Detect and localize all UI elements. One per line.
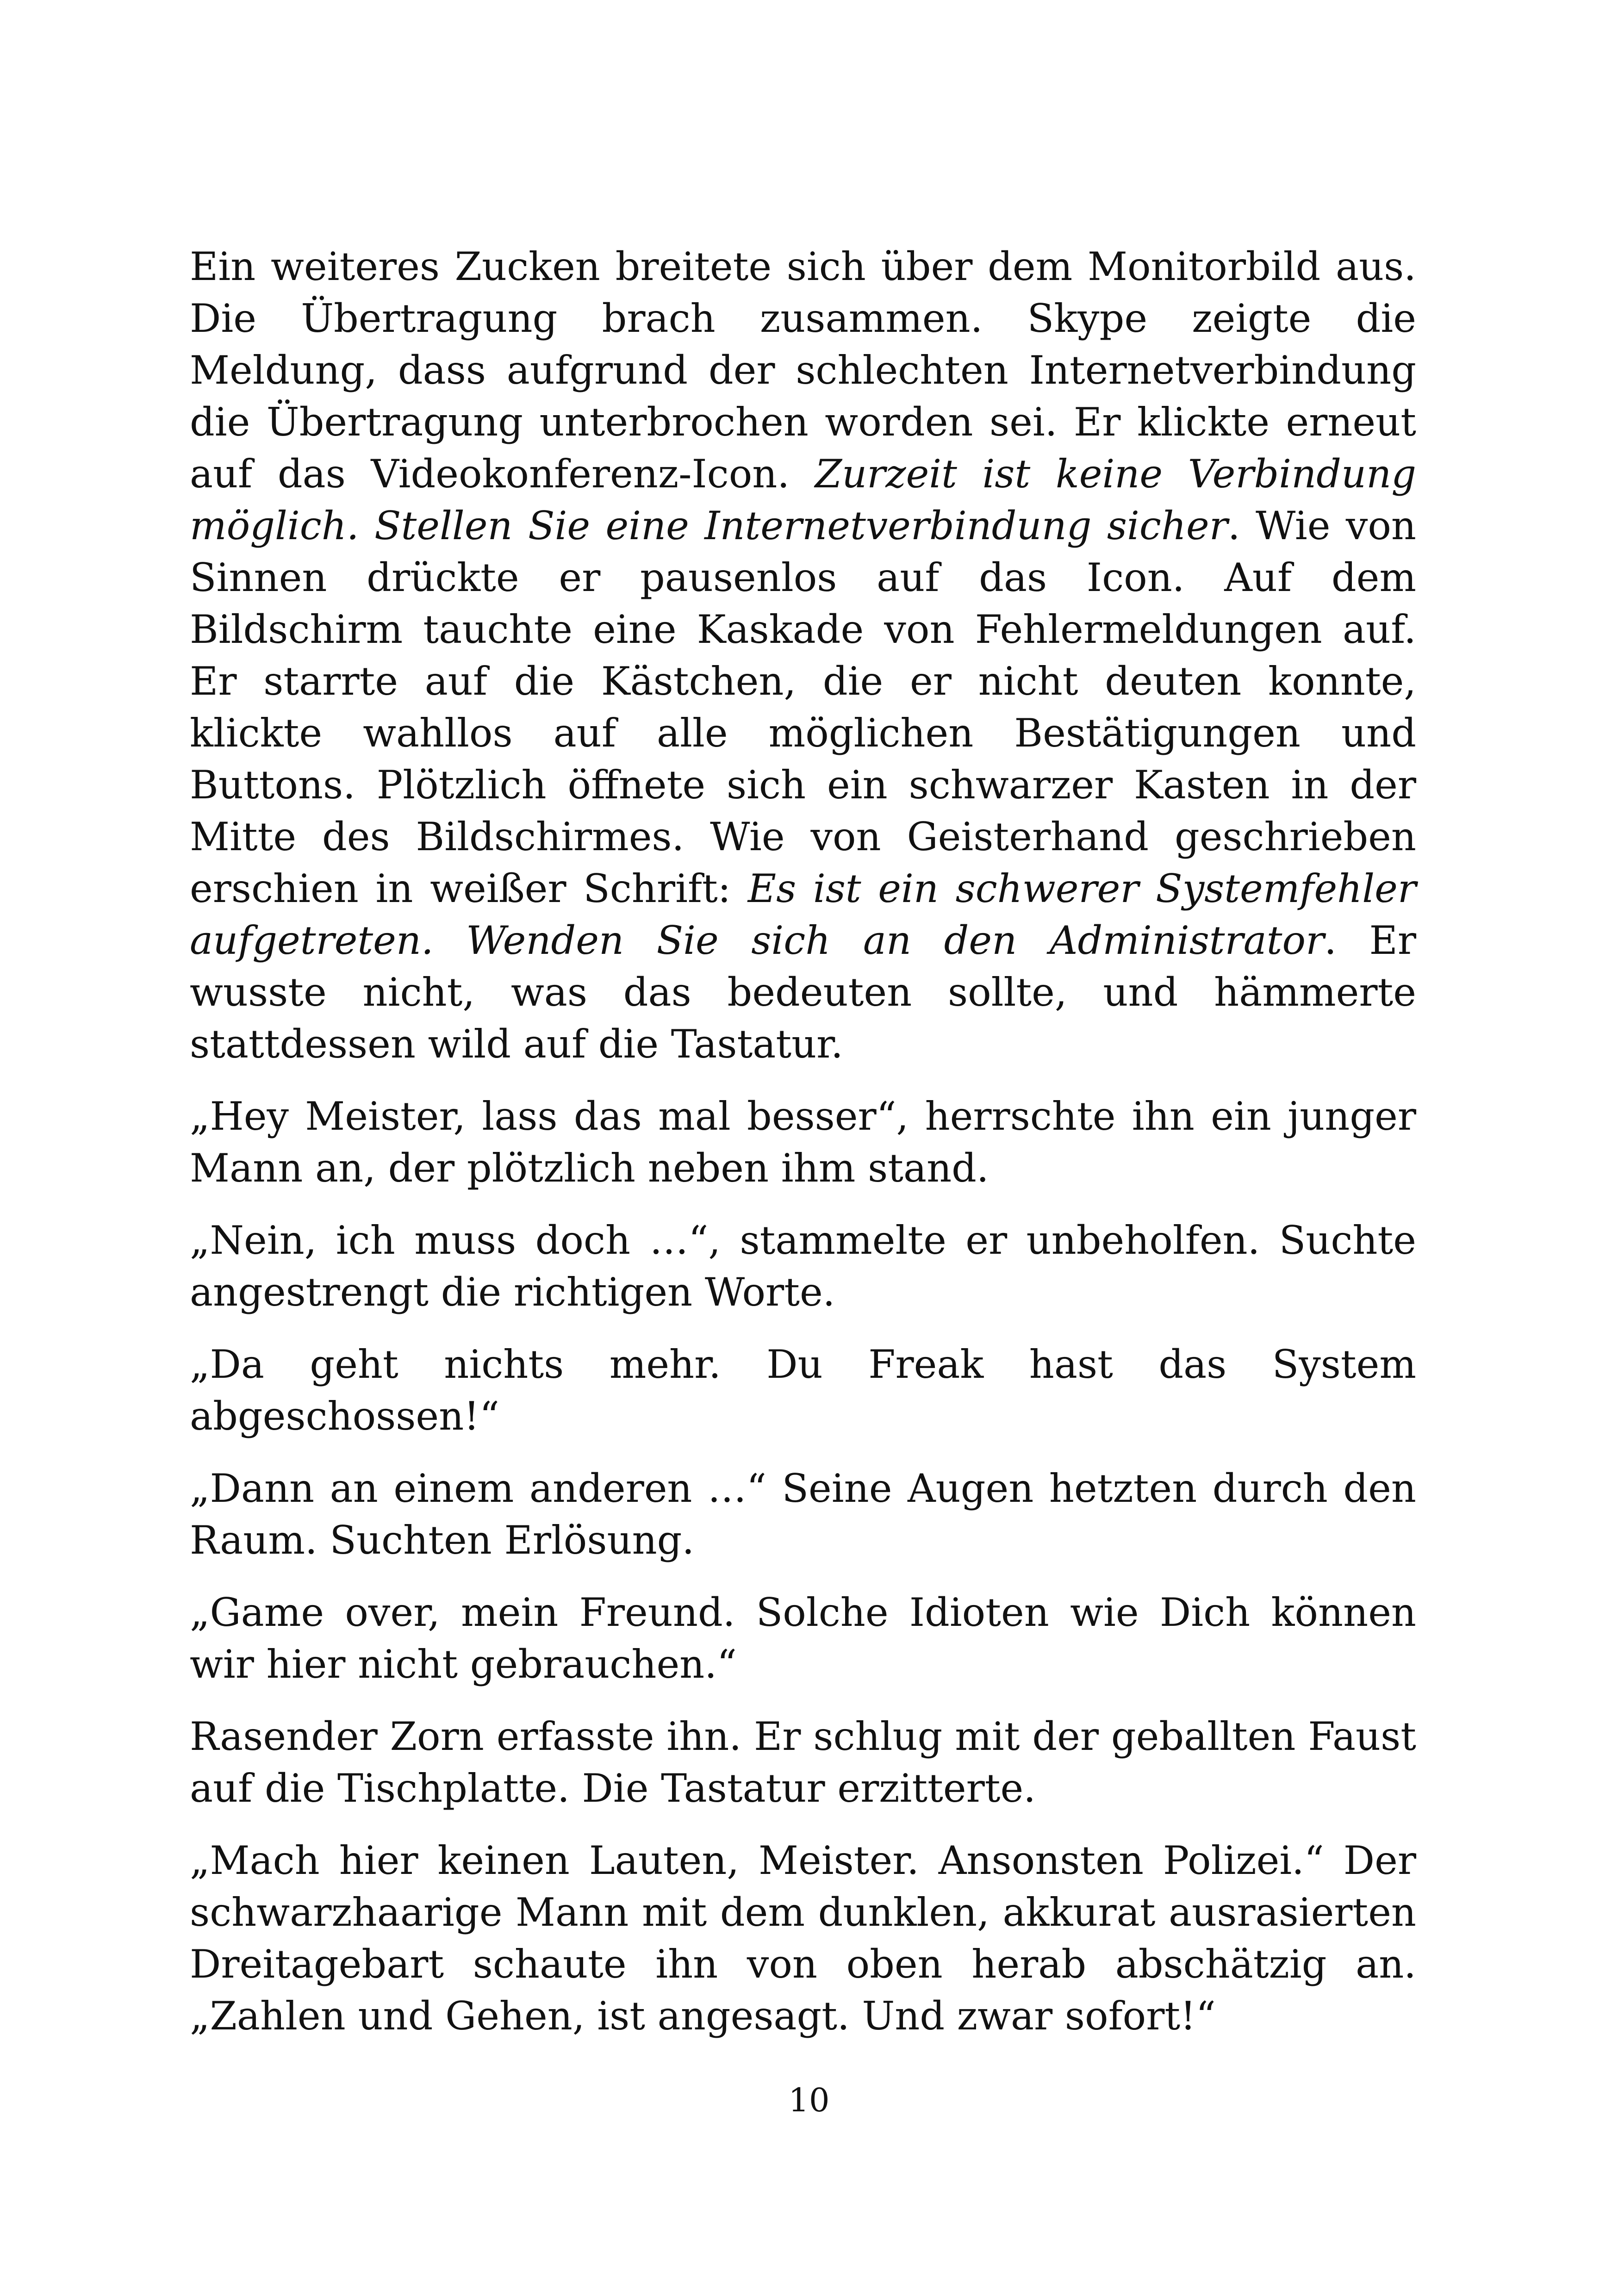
paragraph-8 <box>190 1835 1416 2042</box>
paragraph-5 <box>190 1462 1416 1566</box>
paragraph-2 <box>190 1090 1416 1194</box>
paragraph-6-text: „Game over, mein Freund. Solche Idioten wie Dich können wir hier nicht gebrauchen.“ <box>190 1590 1416 1687</box>
paragraph-7 <box>190 1711 1416 1814</box>
page-number: 10 <box>788 2081 830 2119</box>
paragraph-1-text-1: Ein weiteres Zucken breitete sich über dem Monitorbild aus. Die Übertragung brach zusammen. Skype zeigte die Meldung, dass aufgrund der schlechten Internetverbindung die Übertragung unterbrochen worden sei. Er klickte erneut auf das Videokonferenz-Icon. <box>190 244 1416 497</box>
paragraph-5-text: „Dann an einem anderen …“ Seine Augen hetzten durch den Raum. Suchten Erlösung. <box>190 1466 1416 1563</box>
paragraph-6 <box>190 1587 1416 1690</box>
paragraph-8-text: „Mach hier keinen Lauten, Meister. Ansonsten Polizei.“ Der schwarzhaarige Mann mit dem dunklen, akkurat ausrasierten Dreitagebart schaute ihn von oben herab abschätzig an. „Zahlen und Gehen, ist angesagt. Und zwar sofort!“ <box>190 1838 1416 2039</box>
paragraph-1-text-3: . Er wusste nicht, was das bedeuten sollte, und hämmerte stattdessen wild auf die Tastatur. <box>190 918 1416 1067</box>
page-body <box>190 241 1416 2042</box>
paragraph-1 <box>190 241 1416 1070</box>
paragraph-1-text-2: . Wie von Sinnen drückte er pausenlos auf das Icon. Auf dem Bildschirm tauchte eine Kaskade von Fehlermeldungen auf. Er starrte auf die Kästchen, die er nicht deuten konnte, klickte wahllos auf alle möglichen Bestätigungen und Buttons. Plötzlich öffnete sich ein schwarzer Kasten in der Mitte des Bildschirmes. Wie von Geisterhand geschrieben erschien in weißer Schrift: <box>190 503 1417 911</box>
paragraph-2-text: „Hey Meister, lass das mal besser“, herrschte ihn ein junger Mann an, der plötzlich neben ihm stand. <box>190 1094 1416 1191</box>
paragraph-4 <box>190 1338 1416 1442</box>
paragraph-1-italic-2: Es ist ein schwerer Systemfehler aufgetreten. Wenden Sie sich an den Administrator <box>190 866 1416 963</box>
paragraph-4-text: „Da geht nichts mehr. Du Freak hast das System abgeschossen!“ <box>190 1342 1416 1439</box>
paragraph-7-text: Rasender Zorn erfasste ihn. Er schlug mit der geballten Faust auf die Tischplatte. Die Tastatur erzitterte. <box>190 1714 1416 1811</box>
paragraph-3 <box>190 1214 1416 1318</box>
paragraph-1-italic-1: Zurzeit ist keine Verbindung möglich. Stellen Sie eine Internetverbindung sicher <box>190 451 1417 548</box>
paragraph-3-text: „Nein, ich muss doch …“, stammelte er unbeholfen. Suchte angestrengt die richtigen Worte. <box>190 1218 1416 1315</box>
